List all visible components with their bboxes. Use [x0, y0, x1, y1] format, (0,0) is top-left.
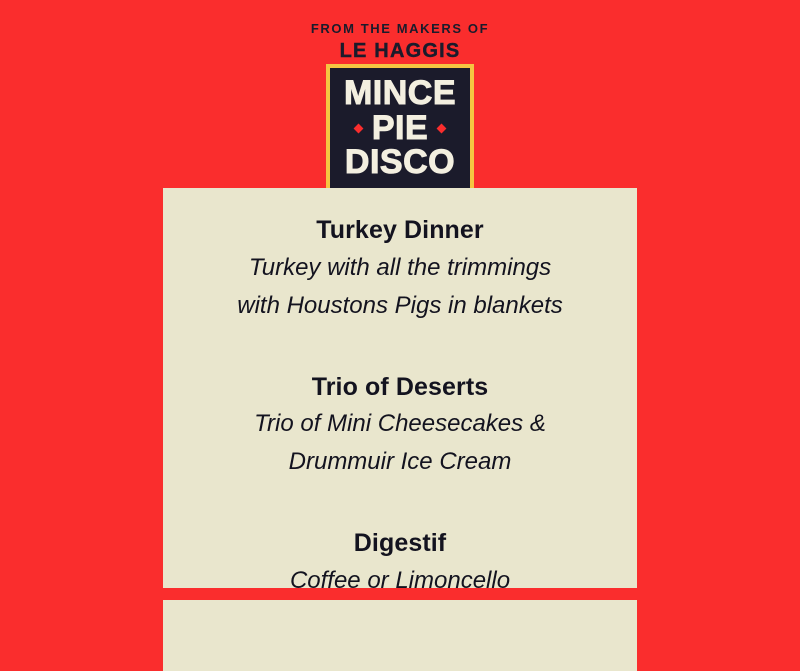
le-haggis-brand-text: LE HAGGIS	[339, 40, 461, 63]
menu-course-trio-of-deserts	[181, 371, 619, 480]
logo-word-mince: MINCE	[343, 74, 457, 112]
poster-header	[0, 0, 800, 63]
course-title: Digestif	[353, 529, 447, 558]
menu-card-secondary	[163, 600, 637, 671]
logo-word-pie: PIE	[371, 108, 429, 147]
logo-word-disco: DISCO	[344, 143, 456, 182]
menu-course-digestif	[181, 527, 619, 598]
menu-course-turkey-dinner	[181, 214, 619, 323]
course-description-line-1: Trio of Mini Cheesecakes &	[254, 410, 546, 438]
course-description-line-2: with Houstons Pigs in blankets	[237, 291, 563, 319]
mince-pie-disco-logo	[326, 64, 474, 194]
logo-middle-row	[336, 108, 464, 147]
course-description-line-1: Turkey with all the trimmings	[248, 253, 552, 281]
from-the-makers-of-text: FROM THE MAKERS OF	[310, 21, 490, 36]
course-title: Trio of Deserts	[311, 372, 489, 401]
menu-card	[163, 188, 637, 594]
course-description-line-2: Drummuir Ice Cream	[288, 448, 512, 476]
diamond-left-icon	[353, 123, 363, 133]
course-description-line-1: Coffee or Limoncello	[289, 566, 511, 594]
diamond-right-icon	[437, 123, 447, 133]
course-title: Turkey Dinner	[316, 216, 484, 244]
